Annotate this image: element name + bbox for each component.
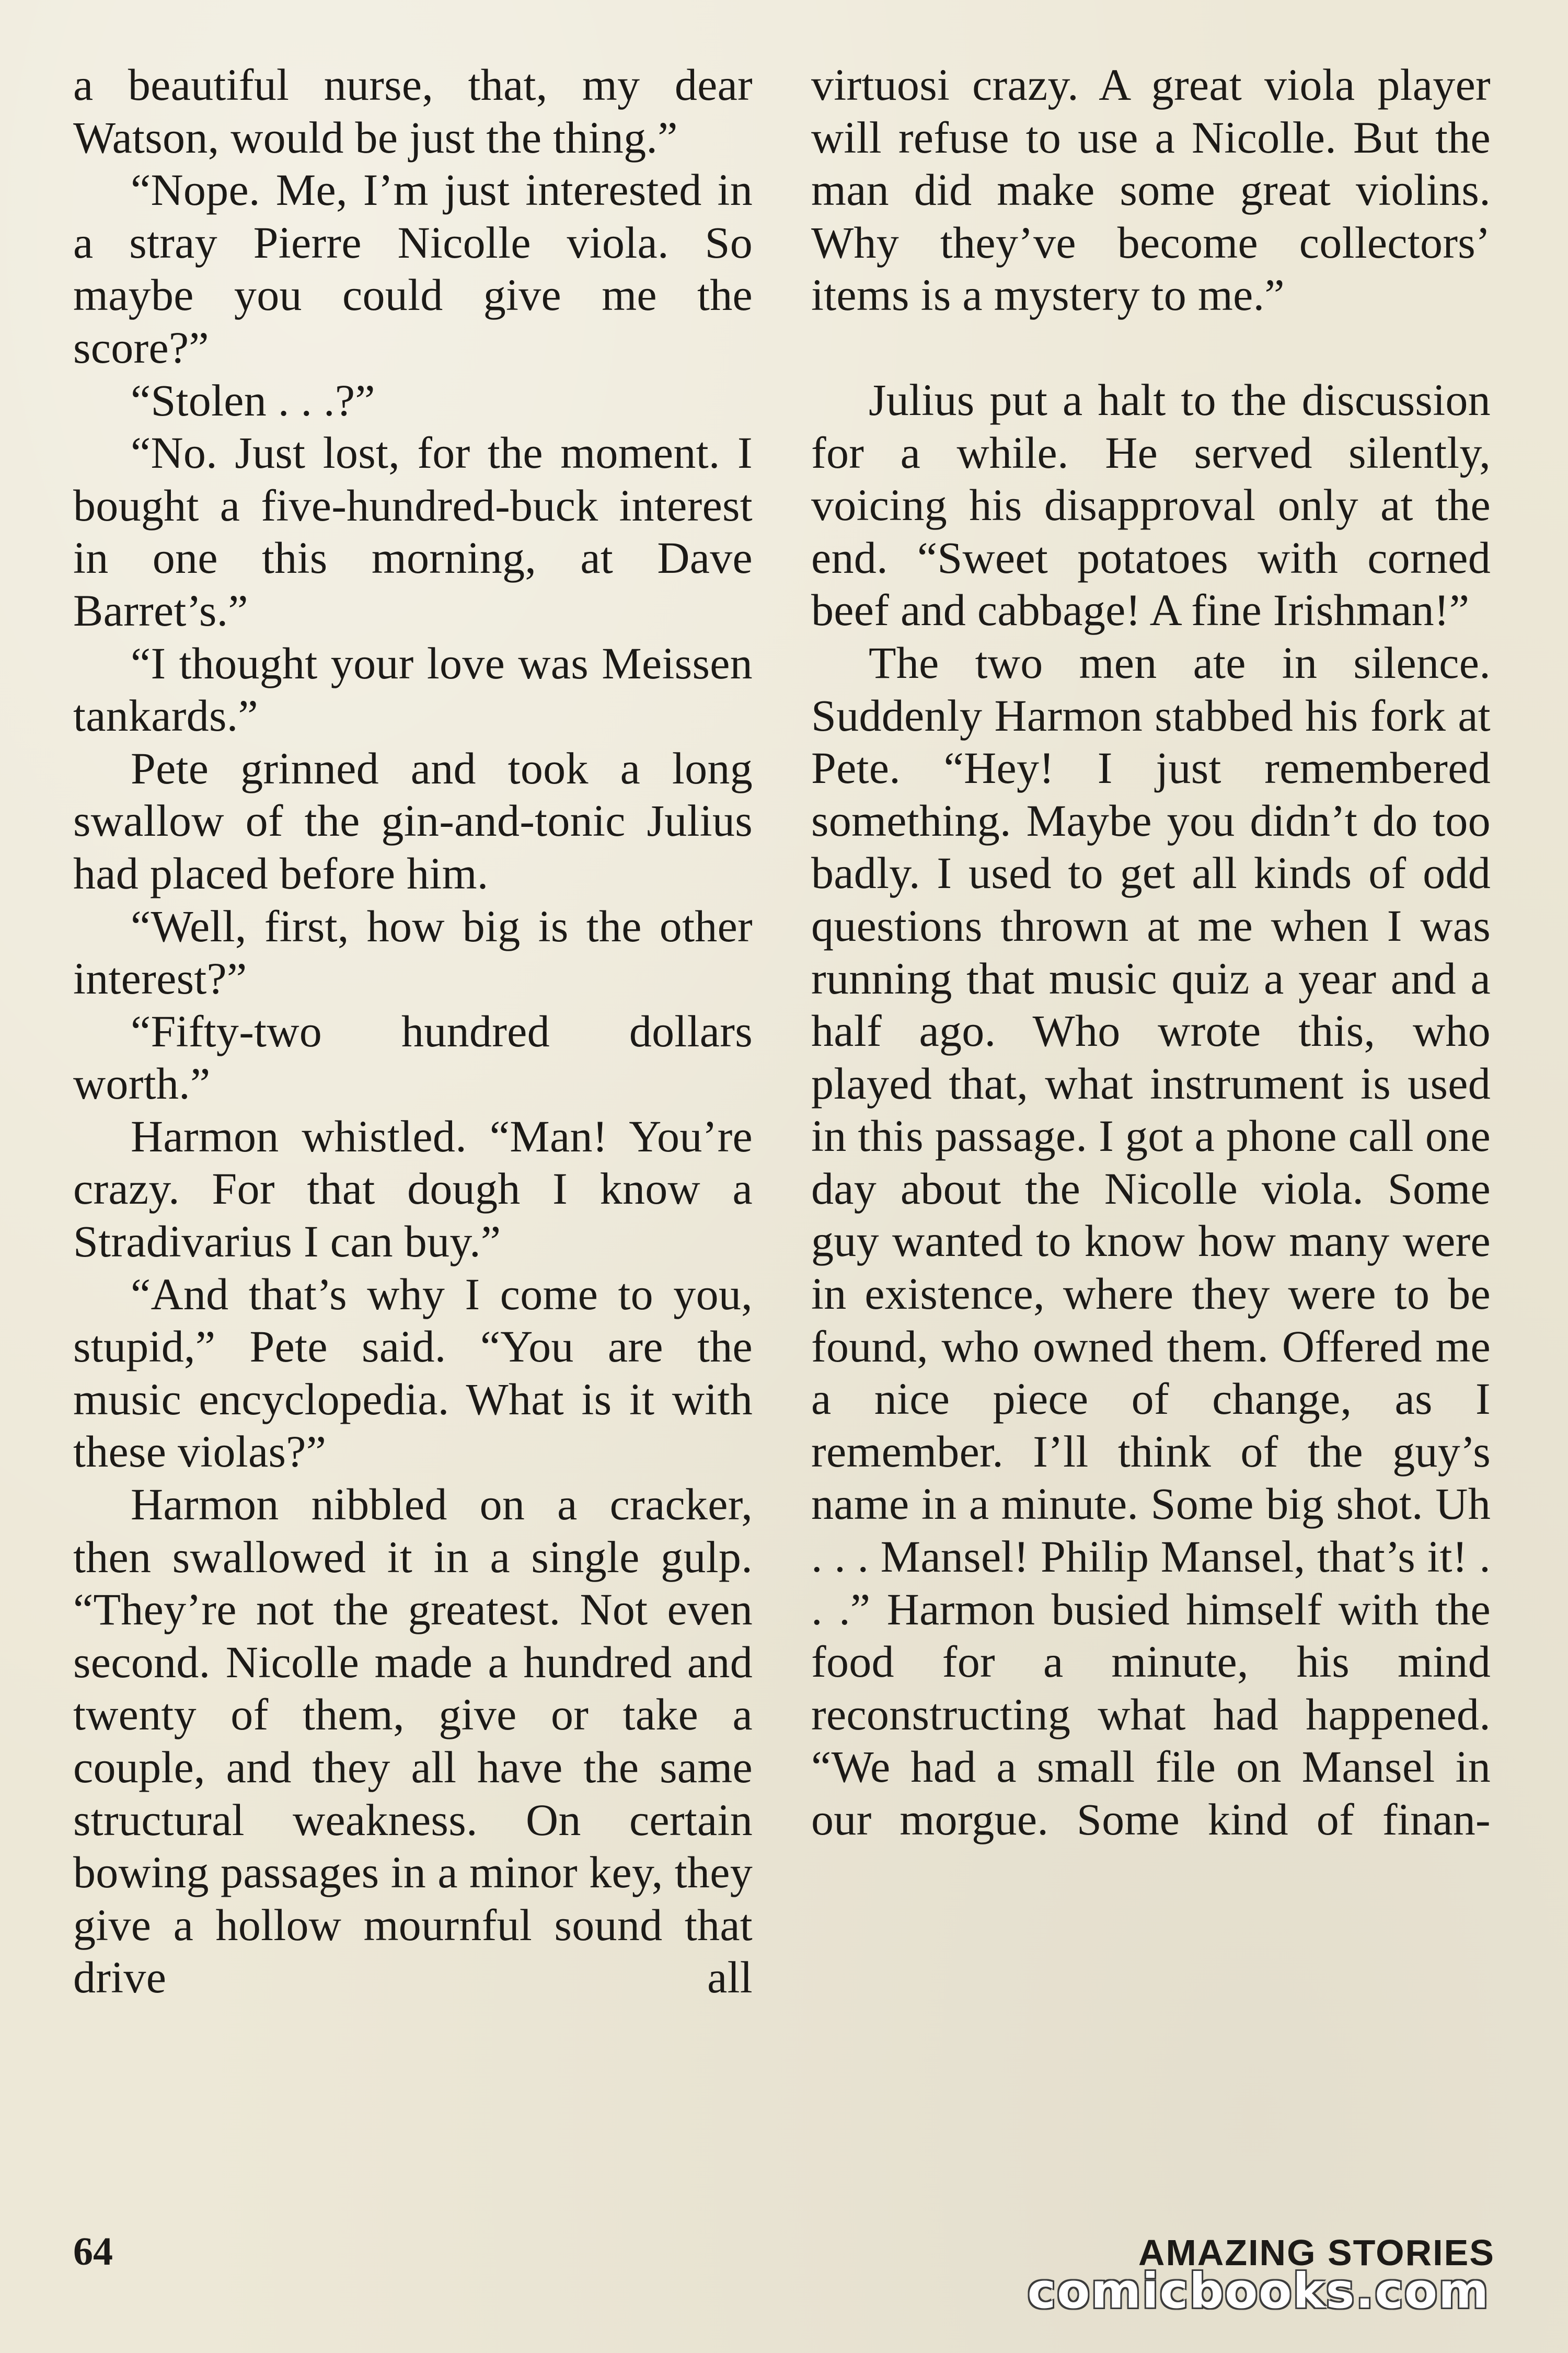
watermark: comicbooks.com xyxy=(1027,2263,1490,2319)
paragraph: Julius put a halt to the discussion for a while. He served silently, voicing his disapproval only at the end. “Sweet potatoes with corned beef and cabbage! A fine Irishman!” xyxy=(811,374,1491,636)
paragraph: “Well, first, how big is the other interest?” xyxy=(73,901,753,1004)
paragraph: “I thought your love was Meissen tankards.” xyxy=(73,638,753,741)
paragraph: Harmon whistled. “Man! You’re crazy. For that dough I know a Stradivarius I can buy.” xyxy=(73,1111,753,1267)
running-head: AMAZING STORIES xyxy=(1138,2232,1495,2273)
paragraph: “Nope. Me, I’m just interested in a stray Pierre Nicolle viola. So maybe you could give me the score?” xyxy=(73,165,753,373)
text-column-right xyxy=(811,59,1491,1846)
paragraph: The two men ate in silence. Suddenly Harmon stabbed his fork at Pete. “Hey! I just remembered something. Maybe you didn’t do too badly. I used to get all kinds of odd questions thrown at me when I was running that music quiz a year and a half ago. Who wrote this, who played that, what instrument is used in this passage. I got a phone call one day about the Nicolle viola. Some guy wanted to know how many were in existence, where they were to be found, who owned them. Offered me a nice piece of change, as I remember. I’ll think of the guy’s name in a minute. Some big shot. Uh . . . Mansel! Philip Mansel, that’s it! . . .” Harmon busied himself with the food for a minute, his mind reconstructing what had happened. “We had a small file on Mansel in our morgue. Some kind of finan- xyxy=(811,637,1491,1844)
paragraph: “And that’s why I come to you, stupid,” Pete said. “You are the music encyclopedia. What is it with these violas?” xyxy=(73,1268,753,1477)
text-column-left xyxy=(73,59,753,2004)
paragraph: Harmon nibbled on a cracker, then swallowed it in a single gulp. “They’re not the greatest. Not even second. Nicolle made a hundred and twenty of them, give or take a couple, and they all have the same structural weakness. On certain bowing passages in a minor key, they give a hollow mournful sound that drive all xyxy=(73,1479,753,2003)
paragraph-continued: a beautiful nurse, that, my dear Watson, would be just the thing.” xyxy=(73,60,753,163)
paragraph: “Stolen . . .?” xyxy=(131,375,375,425)
page-number: 64 xyxy=(73,2230,113,2274)
paragraph: “Fifty-two hundred dollars worth.” xyxy=(73,1006,753,1109)
paragraph: Pete grinned and took a long swallow of the gin-and-tonic Julius had placed before him. xyxy=(73,743,753,898)
paragraph: “No. Just lost, for the moment. I bought a five-hundred-buck interest in one this morning, at Dave Barret’s.” xyxy=(73,428,753,636)
paragraph-continued: virtuosi crazy. A great viola player will refuse to use a Nicolle. But the man did make some great violins. Why they’ve become collectors’ items is a mystery to me.” xyxy=(811,60,1491,320)
